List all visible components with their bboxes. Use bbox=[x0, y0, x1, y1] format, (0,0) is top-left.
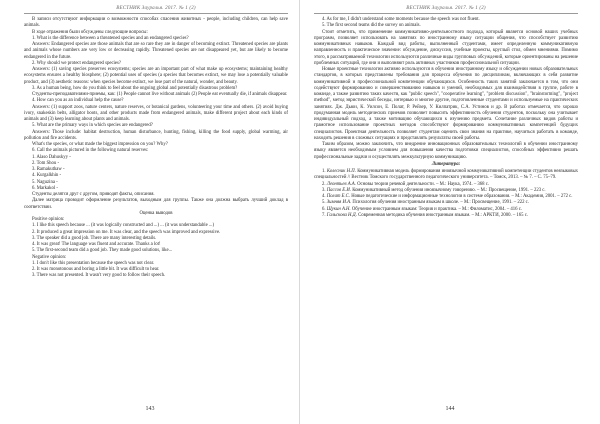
reference-item: 5. Зимняя И.А. Психология обучения иностранным языкам в школе. – М.: Просвещение, 1991. – 222 с. bbox=[322, 200, 529, 206]
reference-author: Полат Е.С. bbox=[326, 194, 351, 199]
paragraph: 3. As a human being, how do you think to feel about the ongoing global and potentially disastrous problem? bbox=[32, 85, 238, 91]
reference-author: Леонтьев А.А. bbox=[326, 181, 356, 187]
paragraph: Студенты-преподавателями-приемы, как: (1) People cannot live without animals (2) People eat eventually die, if animals disappear. bbox=[32, 92, 288, 97]
paragraph: 5. What are the primary ways in which species are endangered? bbox=[32, 123, 153, 129]
paragraph: 6. Markakol - bbox=[32, 185, 58, 191]
paragraph: 4. Kurgalkhin - bbox=[32, 173, 62, 179]
paragraph: В записи отсутствуют информации о возможности способах спасения животных - people, including children, can help save animals. bbox=[24, 17, 288, 29]
reference-item: 1. Колесник Н.П. Коммуникативная модель формирования иноязычной коммуникативной компетенции студентов неязыковых специальностей // Вестник Томского государственного педагогического университета. – Томск, 2013. – № 7. – С. 75–79. bbox=[314, 169, 579, 181]
paragraph: Answers: Those include: habitat destruction, human disturbance, hunting, fishing, killing the food supply, global warming, air pollution and fire accidents. bbox=[24, 129, 288, 141]
paragraph: Positive opinion: bbox=[32, 217, 65, 222]
left-body-text bbox=[24, 17, 288, 280]
references-list bbox=[314, 169, 578, 219]
paragraph: 3. There was not presented. It wasn't very good to follow their speech. bbox=[32, 273, 166, 279]
paragraph: Таким образом, можно заключить, что внедрение инновационных образовательных технологий в обучении иностранному языку является необходимым условием для повышения качества подготовки специалистов, способных эффективно решать профессиональные задачи и осуществлять межкультурную коммуникацию. bbox=[314, 142, 578, 160]
paragraph: 3. Ramakuthaw - bbox=[32, 167, 65, 172]
reference-details: Основы теории речевой деятельности. – М.: Наука, 1974. – 368 с. bbox=[355, 181, 490, 187]
paragraph: 2. Why should we protect endangered species? bbox=[32, 60, 121, 66]
paragraph: Answers: Endangered species are those animals that are so rare they are in danger of becoming extinct. Threatened species are plants and animals whose numbers are very low or decreasing rapidly. Threatened species are not disappeared yet, but are likely to become endangered in the future. bbox=[24, 42, 288, 60]
reference-item: 7. Гальскова Н.Д. Современная методика обучения иностранным языкам. – М.: АРКТИ, 2000. – 165 с. bbox=[322, 212, 529, 218]
right-body-text bbox=[314, 17, 578, 161]
reference-details: Современная методика обучения иностранным языкам. – М.: АРКТИ, 2000. – 165 с. bbox=[356, 212, 529, 218]
reference-author: Колесник Н.П. bbox=[326, 169, 356, 174]
paragraph: Answers: (1) support zoos, nature centers, nature reserves, or botanical gardens, volunteering your time and others. (2) avoid buying ivory, snakeskin belts, alligator boots, and other products made from endangered animals, make different project about each kinds of animals and (3) keep learning about plants and animals. bbox=[24, 104, 288, 122]
reference-details: Психология обучения иностранным языкам в школе. – М.: Просвещение, 1991. – 222 с. bbox=[351, 200, 529, 206]
paragraph: Новые проектные технологии активно используются в обучении иностранному языку и обсуждении новых образовательных стандартов, в которых представлены требования для процесса обучения по дисциплинам, включающих в себя развитие коммуникативной и профессиональной компетенции обучающихся. Особенность таких занятий заключается в том, что они содействуют формированию и совершенствованию навыков и умений, необходимых для взаимодействия в группе, работе в команде, а также развитию таких качеств, как "public speech", "cooperative learning", "problem discussion", "brainstorming", "project method", метод эвристической беседы, интервью и многие другие, подготовленные студентами и используемые на практических занятиях. Дж. Дьюи, К. Уилсон, Е. Полат, Р. Рейзер, У. Килпатрик, С.А. Устинов и др. В работах отмечается, что хорошо продуманная модель методических приемов позволяет повысить эффективность обучения студентов, поскольку она учитывает индивидуальный подход, а также мотивацию обучающихся к изучению предмета. Сочетание различных видов работы и грамотное использование проектных методов способствуют формированию коммуникативных компетенций будущих специалистов. Проектная деятельность позволяет студентам оценить свои знания на практике, научиться работать в команде, находить решения в сложных ситуациях и представлять результаты своей работы. bbox=[314, 67, 578, 141]
reference-item: 4. Полат Е.С. Новые педагогические и информационные технологии в системе образования. – М.: Академия, 2001. – 272 с. bbox=[322, 194, 573, 199]
reference-author: Гальскова Н.Д. bbox=[326, 212, 357, 218]
paragraph: 5. Naguzina - bbox=[32, 179, 58, 185]
paragraph: Стоит отметить, что применение коммуникативно-деятельностного подхода, который является основой наших учебных программ, позволяет использовать на занятиях по иностранному языку ситуации общения, что способствует развитию коммуникативных навыков. Каждый вид работы, выполненный студентами, имеет определенную коммуникативную направленность и практическое значение: обсуждение, дискуссия, учебные проекты, круглый стол, обмен мнениями. Помимо этого, в рассматриваемой технологии используются различные виды групповых обсуждений, которые ориентированы на решение проблемных ситуаций, где они и выполняют роль активных участников профессиональной ситуации. bbox=[314, 29, 579, 66]
reference-details: Коммуникативная модель формирования иноязычной коммуникативной компетенции студентов неязыковых специальностей // Вестник Томского государственного педагогического университета. – Томск, 2013. – № 7. – С. 75–79. bbox=[314, 169, 579, 181]
reference-item: 2. Леонтьев А.А. Основы теории речевой деятельности. – М.: Наука, 1974. – 368 с. bbox=[322, 181, 490, 187]
paragraph: 2. Tom Shou - bbox=[32, 160, 60, 166]
page-number-right: 144 bbox=[445, 406, 455, 412]
reference-item: 3. Пассов Е.И. Коммуникативный метод обучения иноязычному говорению. – М.: Просвещение, 1991. – 223 с. bbox=[322, 187, 546, 193]
paragraph: Студенты делятся друг с другом, приводят факты, описания. bbox=[32, 192, 155, 197]
paragraph: 3. The speaker did a good job. There are many interesting details. bbox=[32, 235, 157, 241]
running-header-right: ВЕСТНИК Зауралья. 2017. № 1 (2) bbox=[314, 6, 578, 14]
paragraph: 5. The first-second team did a good job. They made good solutions, like... bbox=[32, 248, 173, 254]
paragraph: What's the species, or what made the biggest impression on you? Why? bbox=[32, 142, 168, 147]
paragraph: Answers: (1) saving species preserves ecosystems; species are an important part of what make up ecosystems; maintaining healthy ecosystems ensures a healthy biosphere; (2) potential uses of species (a species that becomes extinct, we may lose a potentially valuable product, and (3) aesthetic reasons: when species become extinct, we lose part of the natural, wonder, and beauty. bbox=[24, 67, 288, 85]
paragraph: 1. I don't like this presentation because the speech was not clear. bbox=[32, 260, 155, 266]
paragraph: В ходе отражения были обсуждены следующие вопросы: bbox=[32, 29, 148, 35]
paragraph: 4. How can you as an individual help the cause? bbox=[32, 98, 124, 104]
paragraph: 4. It was great! The language was fluent and accurate. Thanks a lot! bbox=[32, 242, 161, 247]
running-header-left: ВЕСТНИК Зауралья. 2017. № 1 (2) bbox=[24, 6, 288, 14]
paragraph: Далее матрица проводит оформление результатов, выходным для группы. Также она должна выбрать лучший доклад в соответствии. bbox=[24, 198, 288, 210]
reference-details: Новые педагогические и информационные технологии в системе образования. – М.: Академия, 2001. – 272 с. bbox=[350, 194, 573, 199]
reference-details: Обучение иностранным языкам: Теория и практика. – М.: Филоматис, 2004. – 416 с. bbox=[350, 206, 523, 212]
references-section bbox=[314, 162, 578, 219]
references-title: Литература: bbox=[431, 161, 461, 167]
paragraph: 2. It produced a great impression on me. It was clear, and the speech was improved and expressive. bbox=[32, 229, 221, 235]
paragraph: 1. What is the difference between a threatened species and an endangered species? bbox=[32, 35, 189, 41]
paragraph: 6. Call the animals pictured in the following natural reserves: bbox=[32, 148, 149, 154]
paragraph: Negative opinion: bbox=[32, 254, 67, 260]
reference-author: Зимняя И.А. bbox=[326, 200, 352, 206]
paragraph: Оценка выводов bbox=[139, 210, 173, 216]
reference-author: Щукин А.Н. bbox=[326, 206, 351, 212]
paragraph: 4. As for me, I didn't understand some moments because the speech was not fluent. bbox=[322, 17, 480, 22]
paragraph: 1. Alaso Dahuskyy - bbox=[32, 154, 71, 160]
paragraph: 5. The first second teams did the survey on animals. bbox=[322, 23, 421, 29]
reference-details: Коммуникативный метод обучения иноязычному говорению. – М.: Просвещение, 1991. – 223 с. bbox=[351, 187, 546, 193]
paragraph: 1. I like this speech because ... (it was logically constructed and ...) ... (it was understandable ...) bbox=[32, 223, 215, 229]
paragraph: 2. It was monotonous and boring a little bit. It was difficult to hear. bbox=[32, 267, 160, 272]
right-page bbox=[300, 0, 600, 424]
reference-item: 6. Щукин А.Н. Обучение иностранным языкам: Теория и практика. – М.: Филоматис, 2004. – 416 с. bbox=[322, 206, 523, 212]
page-number-left: 143 bbox=[145, 406, 155, 412]
reference-author: Пассов Е.И. bbox=[326, 187, 351, 193]
